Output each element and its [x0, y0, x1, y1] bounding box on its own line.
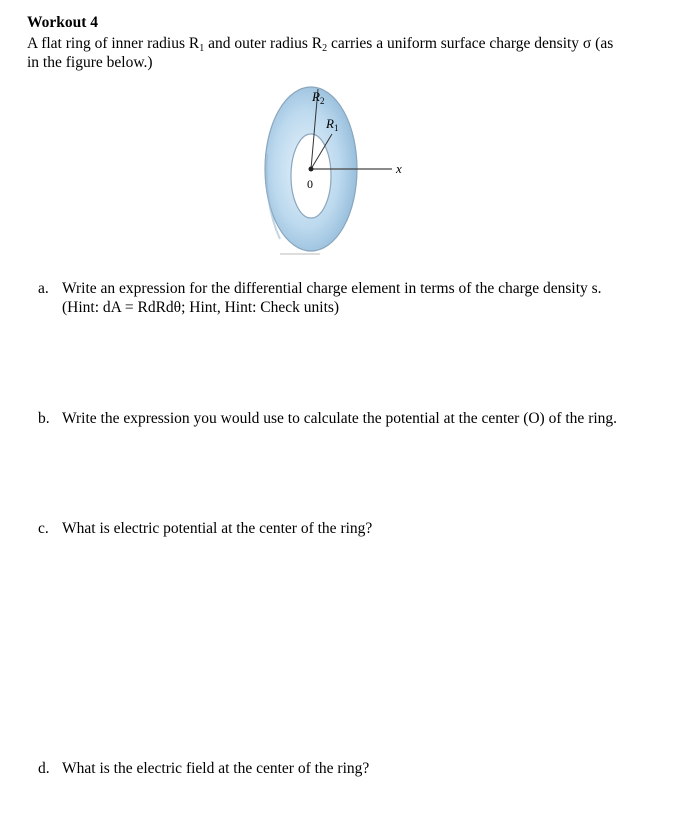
intro-text-part2: and outer radius R — [204, 35, 323, 52]
ring-figure — [250, 84, 425, 264]
outer-radius-label: $R_2$ — [312, 89, 325, 106]
question-d — [38, 759, 668, 778]
question-a-text: Write an expression for the differential charge element in terms of the charge density s. — [62, 280, 602, 297]
question-c-text: What is electric potential at the center of the ring? — [62, 520, 373, 537]
intro-text-part3: carries a uniform surface charge density σ (as — [327, 35, 614, 52]
question-a-hint: (Hint: dA = RdRdθ; Hint, Hint: Check units) — [62, 299, 340, 316]
worksheet-title: Workout 4 — [27, 14, 99, 31]
outer-radius-subscript: 2 — [322, 43, 328, 54]
question-a-letter: a. — [38, 280, 49, 297]
question-b-letter: b. — [38, 410, 50, 427]
inner-radius-subscript: 1 — [199, 43, 205, 54]
question-d-letter: d. — [38, 760, 50, 777]
problem-statement — [27, 34, 655, 72]
question-a — [38, 279, 668, 317]
origin-label: 0 — [307, 177, 313, 191]
question-b — [38, 409, 668, 428]
question-d-text: What is the electric field at the center of the ring? — [62, 760, 370, 777]
intro-text-part1: A flat ring of inner radius R — [27, 35, 200, 52]
origin-point — [309, 167, 314, 172]
x-axis-label: x — [396, 161, 402, 176]
ring-diagram — [250, 84, 425, 264]
question-b-text: Write the expression you would use to calculate the potential at the center (O) of the ring. — [62, 410, 618, 427]
inner-radius-label: $R_1$ — [326, 116, 339, 133]
intro-text-line2: in the figure below.) — [27, 54, 153, 71]
question-c — [38, 519, 668, 538]
question-c-letter: c. — [38, 520, 49, 537]
